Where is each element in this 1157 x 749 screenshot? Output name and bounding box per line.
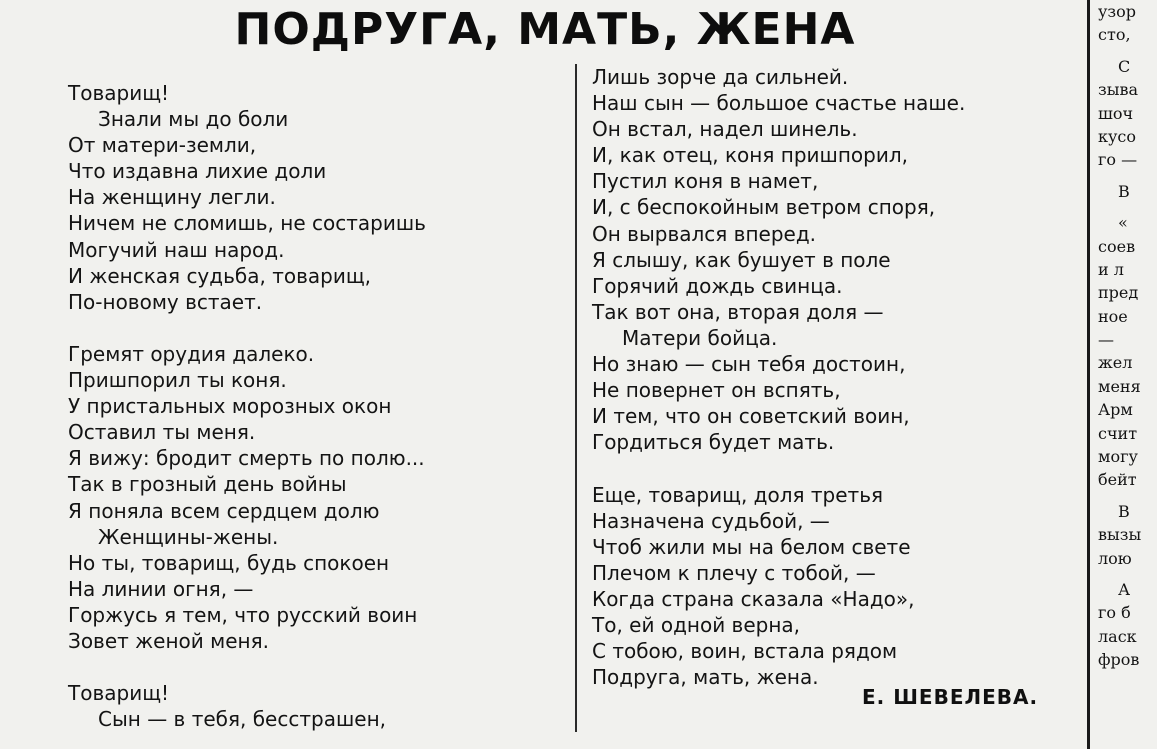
poem-line: Наш сын — большое счастье наше. <box>592 91 966 116</box>
poem-line: Товарищ! <box>68 81 170 105</box>
poem-line: Пришпорил ты коня. <box>68 368 287 393</box>
stanza-break <box>1098 570 1157 578</box>
author-signature: Е. ШЕВЕЛЕВА. <box>862 685 1039 709</box>
poem-title: ПОДРУГА, МАТЬ, ЖЕНА <box>234 4 856 55</box>
poem-line: Чтоб жили мы на белом свете <box>592 534 911 559</box>
poem-line: Ничем не сломишь, не состаришь <box>68 211 426 236</box>
poem-line: Горячий дождь свинца. <box>592 273 843 298</box>
text-fragment: кусо <box>1098 126 1137 146</box>
text-fragment: пред <box>1098 283 1139 303</box>
text-fragment: В <box>1118 181 1130 201</box>
text-fragment: го — <box>1098 150 1138 170</box>
text-fragment: вызы <box>1098 525 1142 545</box>
poem-line: То, ей одной верна, <box>592 612 801 637</box>
poem-line: Но знаю — сын тебя достоин, <box>592 352 906 377</box>
poem-line: Плечом к плечу с тобой, — <box>592 560 876 585</box>
poem-line: Так в грозный день войны <box>68 472 347 497</box>
poem-column-middle <box>592 64 965 690</box>
poem-line: У пристальных морозных окон <box>68 394 392 419</box>
poem-line: Так вот она, вторая доля — <box>592 299 884 324</box>
poem-line: Пустил коня в намет, <box>592 169 819 194</box>
text-fragment: А <box>1118 579 1131 599</box>
poem-line: Знали мы до боли <box>98 107 289 132</box>
text-fragment: могу <box>1098 447 1138 467</box>
poem-line: И, с беспокойным ветром споря, <box>592 195 936 220</box>
stanza-break <box>68 654 426 680</box>
text-fragment: жел <box>1098 353 1133 373</box>
poem-line: Но ты, товарищ, будь спокоен <box>68 550 390 575</box>
text-fragment: Арм <box>1098 400 1133 420</box>
text-fragment: С <box>1118 56 1131 76</box>
poem-line: От матери-земли, <box>68 133 257 158</box>
poem-line: Я поняла всем сердцем долю <box>68 498 380 523</box>
poem-line: Гремят орудия далеко. <box>68 341 315 366</box>
poem-line: Сын — в тебя, бесстрашен, <box>98 707 386 732</box>
text-fragment: меня <box>1098 376 1141 396</box>
poem-line: Я вижу: бродит смерть по полю... <box>68 446 425 471</box>
poem-column-left <box>68 80 426 732</box>
text-fragment: соев <box>1098 236 1136 256</box>
poem-line: Назначена судьбой, — <box>592 508 830 533</box>
poem-line: С тобою, воин, встала рядом <box>592 639 898 664</box>
poem-line: И, как отец, коня пришпорил, <box>592 143 908 168</box>
poem-line: На женщину легли. <box>68 185 276 210</box>
poem-line: Гордиться будет мать. <box>592 430 835 455</box>
text-fragment: — <box>1098 330 1114 350</box>
text-fragment: бейт <box>1098 470 1137 490</box>
poem-line: Он встал, надел шинель. <box>592 117 858 142</box>
stanza-break <box>1098 47 1157 55</box>
poem-line: Оставил ты меня. <box>68 420 256 445</box>
text-fragment: го б <box>1098 603 1131 623</box>
text-fragment: лою <box>1098 548 1132 568</box>
poem-line: Матери бойца. <box>622 325 778 350</box>
text-fragment: зыва <box>1098 80 1139 100</box>
text-fragment: шоч <box>1098 103 1134 123</box>
page-column-rule <box>1087 0 1090 749</box>
poem-line: Он вырвался вперед. <box>592 221 817 246</box>
poem-line: Подруга, мать, жена. <box>592 665 819 690</box>
poem-line: Товарищ! <box>68 681 170 706</box>
poem-line: Когда страна сказала «Надо», <box>592 586 915 611</box>
text-fragment: В <box>1118 501 1130 521</box>
poem-line: И тем, что он советский воин, <box>592 404 910 429</box>
poem-line: Я слышу, как бушует в поле <box>592 247 891 272</box>
text-fragment: « <box>1118 213 1128 233</box>
poem-line: Лишь зорче да сильней. <box>592 65 849 89</box>
poem-line: Могучий наш народ. <box>68 237 285 262</box>
text-fragment: фров <box>1098 650 1140 670</box>
stanza-break <box>1098 172 1157 180</box>
poem-line: Еще, товарищ, доля третья <box>592 482 884 507</box>
column-divider <box>575 64 577 732</box>
poem-line: На линии огня, — <box>68 576 254 601</box>
poem-line: Женщины-жены. <box>98 524 279 549</box>
poem-line: По-новому встает. <box>68 289 263 314</box>
poem-line: И женская судьба, товарищ, <box>68 263 372 288</box>
text-fragment: и л <box>1098 259 1124 279</box>
poem-line: Зовет женой меня. <box>68 628 270 653</box>
poem-line: Горжусь я тем, что русский воин <box>68 602 418 627</box>
stanza-break <box>1098 203 1157 211</box>
text-fragment: ное <box>1098 306 1128 326</box>
poem-line: Не повернет он вспять, <box>592 378 841 403</box>
stanza-break <box>1098 492 1157 500</box>
adjacent-article-fragment <box>1098 0 1157 749</box>
text-fragment: счит <box>1098 423 1138 443</box>
stanza-break <box>592 455 965 481</box>
text-fragment: узор <box>1098 2 1137 21</box>
stanza-break <box>68 315 426 341</box>
text-fragment: сто, <box>1098 25 1131 45</box>
poem-line: Что издавна лихие доли <box>68 159 327 184</box>
text-fragment: ласк <box>1098 626 1137 646</box>
